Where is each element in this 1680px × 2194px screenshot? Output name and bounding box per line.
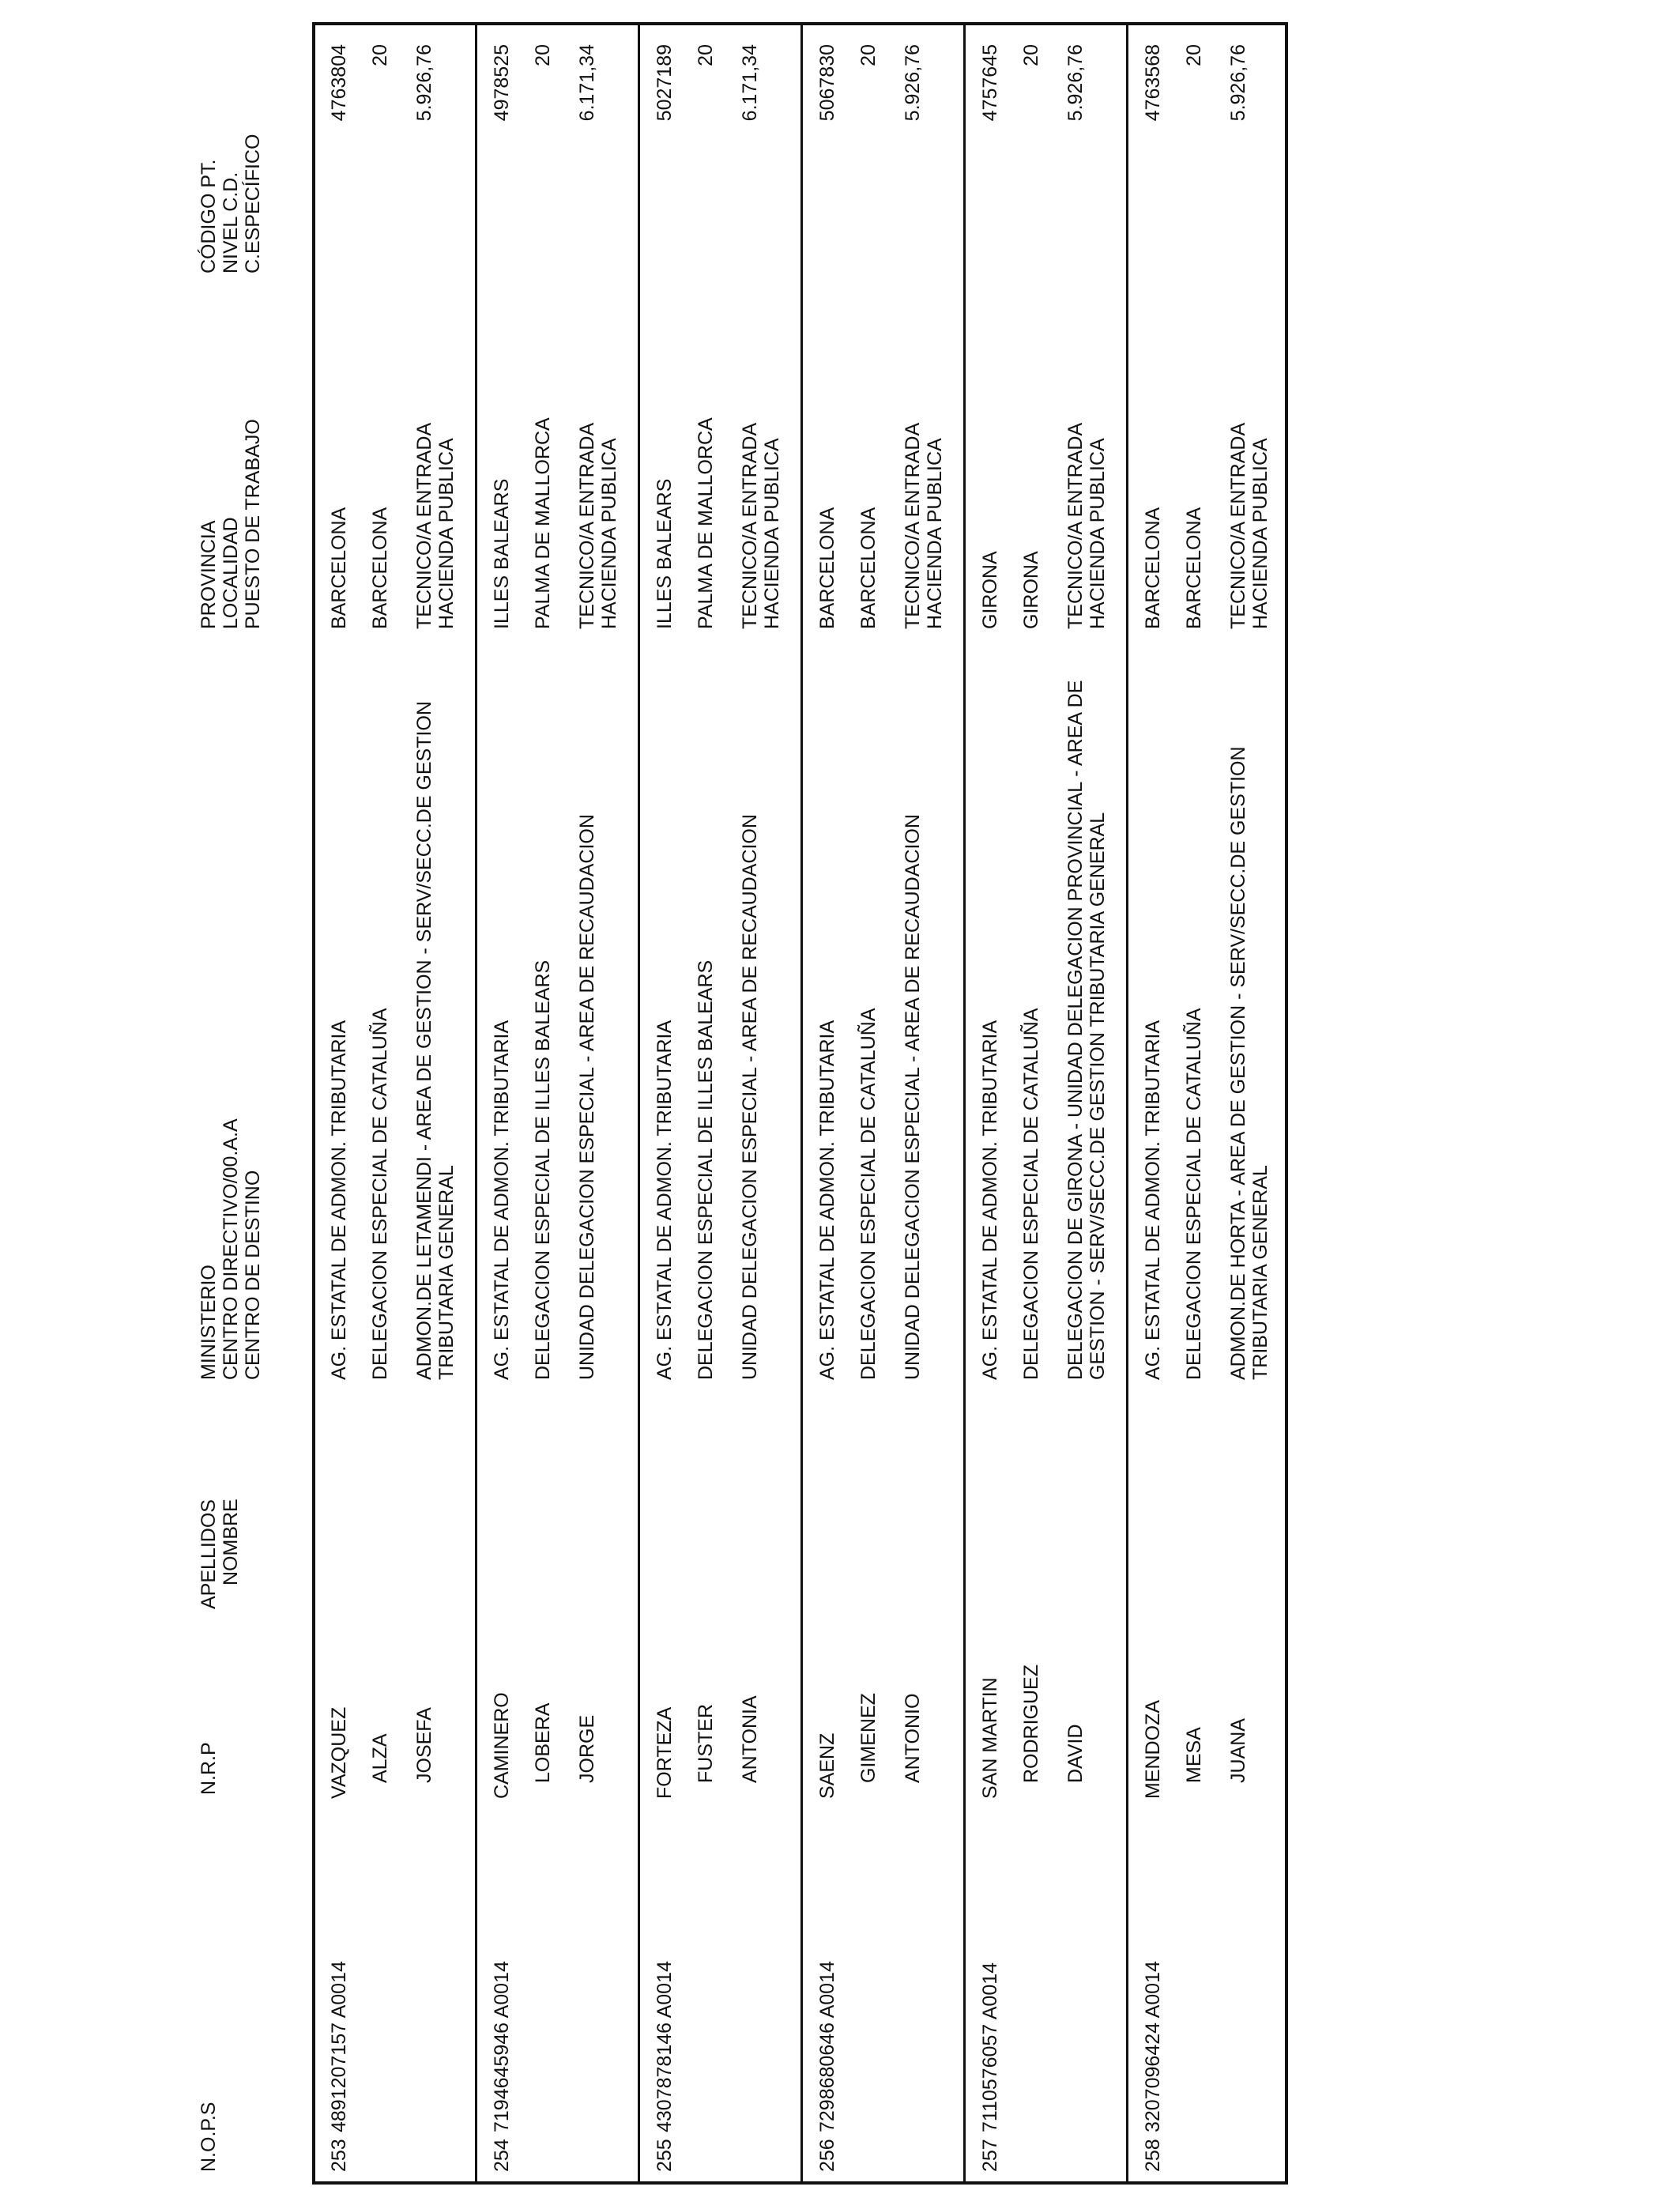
cell-nombre: JOSEFA bbox=[413, 1707, 435, 1783]
cell-nrp: 3207096424 A0014 bbox=[1142, 1961, 1164, 2132]
cell-codigo: 4763804 bbox=[328, 44, 350, 122]
header-puesto-line: PUESTO DE TRABAJO bbox=[242, 419, 264, 629]
cell-nivel: 20 bbox=[369, 44, 391, 66]
cell-centro-directivo: DELEGACION ESPECIAL DE CATALUÑA bbox=[1183, 1008, 1205, 1380]
header-nombre-line: NOMBRE bbox=[220, 1498, 242, 1585]
cell-ministerio: AG. ESTATAL DE ADMON. TRIBUTARIA bbox=[491, 1020, 513, 1380]
cell-nops: 258 bbox=[1142, 2139, 1164, 2172]
header-nrp bbox=[198, 1742, 220, 1795]
cell-puesto: TECNICO/A ENTRADA HACIENDA PUBLICA bbox=[576, 424, 620, 629]
header-ministerio bbox=[198, 1118, 264, 1380]
cell-nombre: JUANA bbox=[1227, 1718, 1249, 1783]
cell-codigo: 5027189 bbox=[654, 44, 676, 122]
cell-nivel: 20 bbox=[695, 44, 717, 66]
cell-puesto: TECNICO/A ENTRADA HACIENDA PUBLICA bbox=[739, 424, 783, 629]
cell-centro-destino: UNIDAD DELEGACION ESPECIAL - AREA DE RECAUDACION bbox=[902, 814, 924, 1380]
cell-codigo: 4757645 bbox=[979, 44, 1001, 122]
cell-apellido2: FUSTER bbox=[695, 1704, 717, 1783]
cell-especifico: 5.926,76 bbox=[413, 44, 435, 122]
cell-provincia: ILLES BALEARS bbox=[491, 478, 513, 629]
cell-puesto: TECNICO/A ENTRADA HACIENDA PUBLICA bbox=[413, 424, 458, 629]
cell-nrp: 7110576057 A0014 bbox=[979, 1962, 1001, 2132]
cell-puesto: TECNICO/A ENTRADA HACIENDA PUBLICA bbox=[1227, 424, 1271, 629]
cell-ministerio: AG. ESTATAL DE ADMON. TRIBUTARIA bbox=[328, 1020, 350, 1380]
header-provincia-line: PROVINCIA bbox=[198, 520, 220, 629]
cell-nombre: JORGE bbox=[576, 1714, 598, 1783]
cell-nops: 254 bbox=[491, 2139, 513, 2172]
cell-nops: 256 bbox=[816, 2139, 838, 2172]
cell-especifico: 6.171,34 bbox=[739, 44, 761, 122]
header-localidad-line: LOCALIDAD bbox=[220, 517, 242, 629]
cell-apellido2: MESA bbox=[1183, 1727, 1205, 1783]
cell-especifico: 5.926,76 bbox=[1227, 44, 1249, 122]
cell-codigo: 4978525 bbox=[491, 44, 513, 122]
cell-centro-destino: UNIDAD DELEGACION ESPECIAL - AREA DE RECAUDACION bbox=[739, 814, 761, 1380]
cell-nops: 255 bbox=[654, 2139, 676, 2172]
header-nops-text: N.O.P.S bbox=[198, 2102, 220, 2172]
cell-provincia: BARCELONA bbox=[816, 507, 838, 629]
cell-centro-directivo: DELEGACION ESPECIAL DE ILLES BALEARS bbox=[695, 959, 717, 1380]
cell-nivel: 20 bbox=[1020, 44, 1042, 66]
cell-especifico: 5.926,76 bbox=[902, 44, 924, 122]
cell-especifico: 6.171,34 bbox=[576, 44, 598, 122]
row-separator bbox=[963, 22, 966, 2185]
cell-apellido1: VAZQUEZ bbox=[328, 1706, 350, 1799]
cell-apellido2: LOBERA bbox=[532, 1702, 554, 1783]
cell-nrp: 4307878146 A0014 bbox=[654, 1961, 676, 2132]
cell-provincia: BARCELONA bbox=[328, 507, 350, 629]
cell-centro-destino: ADMON.DE HORTA - AREA DE GESTION - SERV/SECC.DE GESTION TRIBUTARIA GENERAL bbox=[1227, 746, 1271, 1380]
cell-ministerio: AG. ESTATAL DE ADMON. TRIBUTARIA bbox=[654, 1020, 676, 1380]
cell-ministerio: AG. ESTATAL DE ADMON. TRIBUTARIA bbox=[1142, 1020, 1164, 1380]
row-separator bbox=[475, 22, 477, 2185]
cell-apellido1: MENDOZA bbox=[1142, 1700, 1164, 1799]
cell-codigo: 5067830 bbox=[816, 44, 838, 122]
header-apellidos-nombre bbox=[198, 1498, 242, 1609]
cell-localidad: BARCELONA bbox=[1183, 507, 1205, 629]
header-centro-destino-line: CENTRO DE DESTINO bbox=[242, 1170, 264, 1380]
cell-nombre: DAVID bbox=[1064, 1724, 1087, 1783]
cell-centro-directivo: DELEGACION ESPECIAL DE CATALUÑA bbox=[1020, 1008, 1042, 1380]
cell-especifico: 5.926,76 bbox=[1064, 44, 1087, 122]
cell-apellido1: SAENZ bbox=[816, 1732, 838, 1799]
cell-apellido2: RODRIGUEZ bbox=[1020, 1664, 1042, 1783]
cell-localidad: PALMA DE MALLORCA bbox=[695, 417, 717, 629]
cell-puesto: TECNICO/A ENTRADA HACIENDA PUBLICA bbox=[902, 424, 946, 629]
cell-nombre: ANTONIA bbox=[739, 1695, 761, 1783]
cell-codigo: 4763568 bbox=[1142, 44, 1164, 122]
cell-nrp: 7194645946 A0014 bbox=[491, 1961, 513, 2132]
cell-centro-directivo: DELEGACION ESPECIAL DE CATALUÑA bbox=[369, 1008, 391, 1380]
cell-nombre: ANTONIO bbox=[902, 1693, 924, 1783]
cell-puesto: TECNICO/A ENTRADA HACIENDA PUBLICA bbox=[1064, 424, 1109, 629]
header-apellidos-line: APELLIDOS bbox=[198, 1499, 220, 1609]
cell-localidad: PALMA DE MALLORCA bbox=[532, 417, 554, 629]
row-separator bbox=[800, 22, 803, 2185]
cell-apellido2: ALZA bbox=[369, 1733, 391, 1783]
header-centro-directivo-line: CENTRO DIRECTIVO/00.A.A bbox=[220, 1118, 242, 1380]
cell-apellido1: SAN MARTIN bbox=[979, 1677, 1001, 1799]
cell-centro-destino: DELEGACION DE GIRONA - UNIDAD DELEGACION PROVINCIAL - AREA DE GESTION - SERV/SECC.DE GESTION TRIBUTARIA GENERAL bbox=[1064, 680, 1109, 1380]
cell-centro-destino: ADMON.DE LETAMENDI - AREA DE GESTION - SERV/SECC.DE GESTION TRIBUTARIA GENERAL bbox=[413, 701, 458, 1380]
header-ministerio-line: MINISTERIO bbox=[198, 1265, 220, 1380]
cell-apellido1: FORTEZA bbox=[654, 1706, 676, 1799]
cell-nops: 257 bbox=[979, 2139, 1001, 2172]
cell-nivel: 20 bbox=[857, 44, 880, 66]
cell-apellido2: GIMENEZ bbox=[857, 1693, 880, 1783]
cell-centro-directivo: DELEGACION ESPECIAL DE CATALUÑA bbox=[857, 1008, 880, 1380]
cell-ministerio: AG. ESTATAL DE ADMON. TRIBUTARIA bbox=[979, 1020, 1001, 1380]
header-nops bbox=[198, 2102, 220, 2172]
cell-provincia: ILLES BALEARS bbox=[654, 478, 676, 629]
cell-ministerio: AG. ESTATAL DE ADMON. TRIBUTARIA bbox=[816, 1020, 838, 1380]
cell-nops: 253 bbox=[328, 2139, 350, 2172]
header-especifico-line: C.ESPECÍFICO bbox=[242, 134, 264, 273]
header-provincia bbox=[198, 419, 264, 629]
cell-provincia: GIRONA bbox=[979, 551, 1001, 629]
header-nivel-line: NIVEL C.D. bbox=[220, 172, 242, 273]
row-separator bbox=[1126, 22, 1128, 2185]
cell-nivel: 20 bbox=[1183, 44, 1205, 66]
cell-localidad: BARCELONA bbox=[369, 507, 391, 629]
row-separator bbox=[638, 22, 640, 2185]
header-codigo bbox=[198, 134, 264, 273]
cell-nrp: 4891207157 A0014 bbox=[328, 1961, 350, 2132]
header-nrp-text: N.R.P bbox=[198, 1742, 220, 1795]
cell-localidad: BARCELONA bbox=[857, 507, 880, 629]
cell-centro-destino: UNIDAD DELEGACION ESPECIAL - AREA DE RECAUDACION bbox=[576, 814, 598, 1380]
cell-provincia: BARCELONA bbox=[1142, 507, 1164, 629]
cell-localidad: GIRONA bbox=[1020, 551, 1042, 629]
cell-centro-directivo: DELEGACION ESPECIAL DE ILLES BALEARS bbox=[532, 959, 554, 1380]
cell-nrp: 7298680646 A0014 bbox=[816, 1961, 838, 2132]
header-codigo-line: CÓDIGO PT. bbox=[198, 159, 220, 273]
cell-nivel: 20 bbox=[532, 44, 554, 66]
cell-apellido1: CAMINERO bbox=[491, 1692, 513, 1799]
